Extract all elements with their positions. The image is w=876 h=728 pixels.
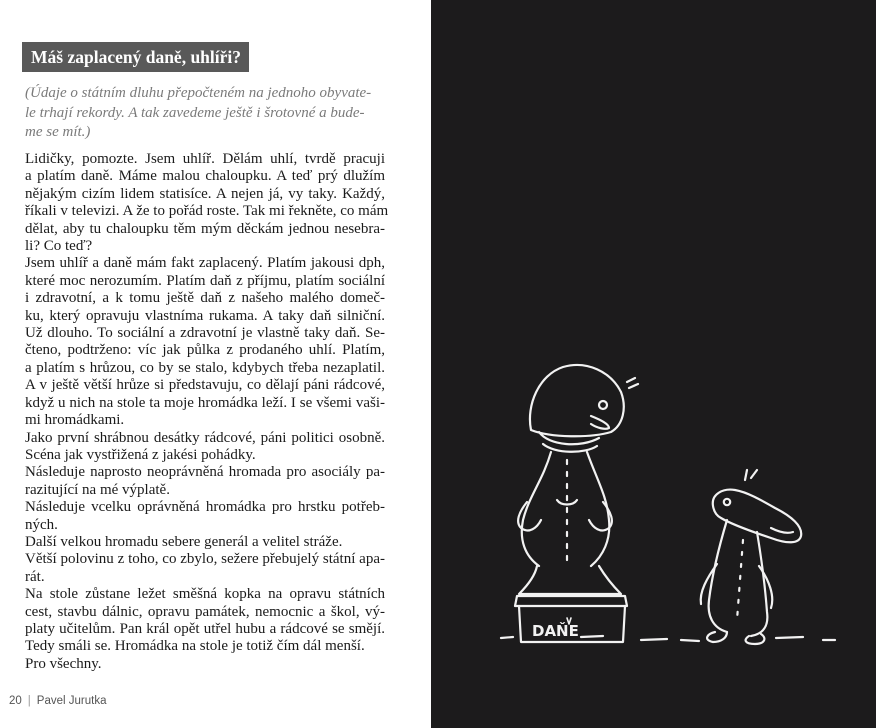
chapter-title: Máš zaplacený daně, uhlíři?	[22, 42, 249, 72]
body-line: cest, stavbu dálnic, opravu památek, nemocnic a škol, vý-	[25, 603, 385, 620]
body-line: ných.	[25, 516, 58, 533]
body-line: A v ještě větší hrůze si představuju, co dělají páni rádcové,	[25, 377, 385, 394]
footer-separator: |	[27, 695, 31, 707]
body-line: Následuje naprosto neoprávněná hromada pro asociály pa-	[25, 464, 385, 481]
body-line: Větší polovinu z toho, co zbylo, sežere přebujelý státní apa-	[25, 551, 385, 568]
body-line: které moc nerozumím. Platím daň z příjmu, platím sociální	[25, 272, 385, 289]
body-line: Jako první shrábnou desátky rádcové, páni politici osobně.	[25, 429, 385, 446]
body-line: ku, který opravuju vlastníma rukama. A taky daň silniční.	[25, 307, 385, 324]
body-line: Pro všechny.	[25, 655, 102, 672]
intro-line: me se mít.)	[25, 124, 91, 140]
body-line: Další velkou hromadu sebere generál a velitel stráže.	[25, 533, 343, 550]
body-line: dělat, aby tu chaloupku těm mým děckám jednou nesebra-	[25, 220, 385, 237]
body-line: když u nich na stole ta moje hromádka leží. I se všemi vaši-	[25, 394, 385, 411]
intro-line: (Údaje o státním dluhu přepočteném na jednoho obyvate-	[25, 85, 372, 101]
page-number: 20	[9, 695, 22, 707]
body-line: i zdravotní, a k tomu ještě daň z našeho malého domeč-	[25, 290, 385, 307]
body-line: razitující na mé výplatě.	[25, 481, 170, 498]
statue-figure	[515, 365, 638, 642]
body-line: Scéna jak vystřižená z jakési pohádky.	[25, 446, 256, 463]
body-line: rát.	[25, 568, 45, 585]
body-line: Tedy smáli se. Hromádka na stole je totiž čím dál menší.	[25, 638, 365, 655]
body-line: nějakým cizím lidem statisíce. A nejen já, vy taky. Každý,	[25, 185, 385, 202]
body-line: Lidičky, pomozte. Jsem uhlíř. Dělám uhlí, tvrdě pracuji	[25, 151, 385, 167]
body-line: říkali v televizi. A že to pořád roste. Tak mi řekněte, co mám	[25, 203, 389, 220]
left-page	[0, 0, 431, 728]
body-line: Na stole zůstane ležet směšná kopka na opravu státních	[25, 586, 385, 603]
small-figure	[701, 470, 802, 644]
author-name: Pavel Jurutka	[36, 695, 107, 707]
body-text	[25, 151, 389, 673]
body-line: mi hromádkami.	[25, 412, 125, 429]
body-line: li? Co teď?	[25, 238, 93, 255]
body-line: a platím daně. Máme malou chaloupku. A teď prý dlužím	[25, 168, 385, 185]
cartoon-illustration	[431, 0, 876, 728]
intro-note	[25, 84, 385, 143]
body-line: Následuje vcelku oprávněná hromádka pro hrstku potřeb-	[25, 499, 385, 516]
pedestal-label: DAŇE	[532, 622, 579, 640]
body-line: a platím s hrůzou, co by se stalo, kdybych třeba nezaplatil.	[25, 359, 385, 376]
body-line: Jsem uhlíř a daně mám fakt zaplacený. Platím jakousi dph,	[25, 255, 385, 272]
page-footer	[9, 695, 106, 707]
intro-line: le trhají rekordy. A tak zavedeme ještě i šrotovné a bude-	[25, 104, 365, 121]
illustration-page	[431, 0, 876, 728]
body-line: čteno, podtrženo: víc jak půlka z prodaného uhlí. Platím,	[25, 342, 385, 359]
body-line: Už dlouho. To sociální a zdravotní je vlastně taky daň. Se-	[25, 325, 385, 342]
body-line: platy učitelům. Pan král opět utřel hubu a rádcové se smějí.	[25, 620, 385, 637]
